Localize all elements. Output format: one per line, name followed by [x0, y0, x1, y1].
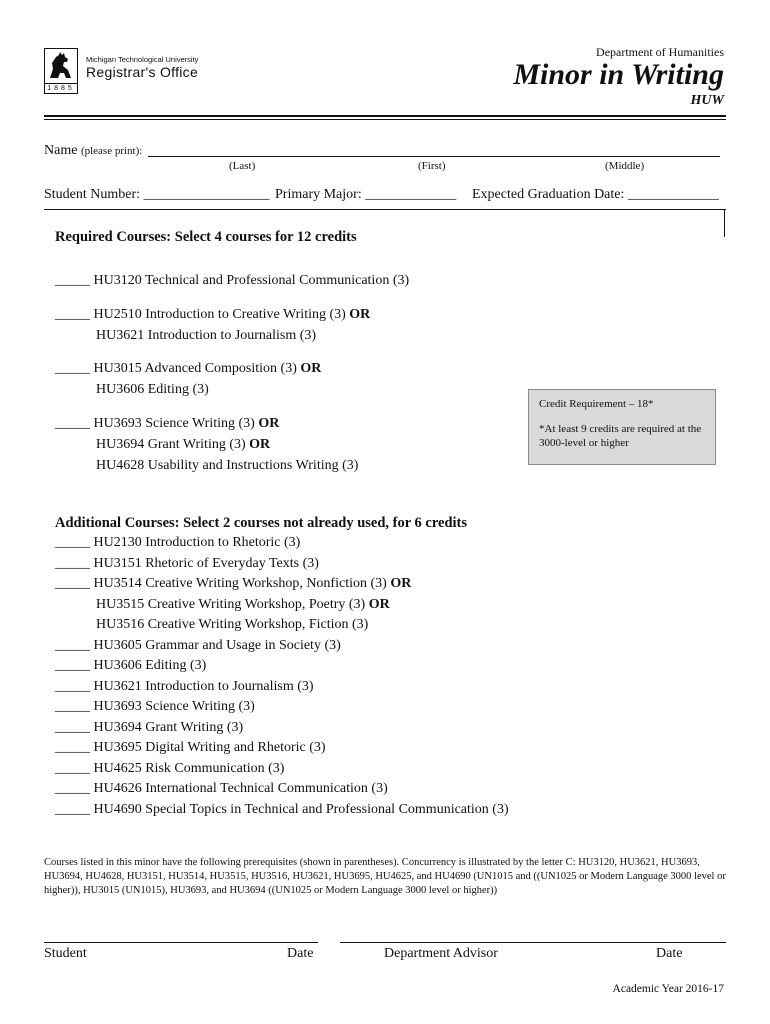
additional-course-row[interactable]	[55, 576, 411, 592]
additional-courses-title: Additional Courses: Select 2 courses not already used, for 6 credits	[55, 515, 468, 531]
name-label: Name	[44, 143, 78, 158]
course-name: HU4628 Usability and Instructions Writing (3)	[96, 458, 359, 473]
office-name: Registrar's Office	[86, 64, 199, 80]
additional-course-row[interactable]	[55, 556, 319, 572]
university-name: Michigan Technological University	[86, 55, 199, 64]
header-divider	[44, 115, 726, 117]
logo-year: 1885	[45, 83, 77, 92]
checkbox-blank[interactable]: _____	[55, 679, 90, 694]
checkbox-blank[interactable]: _____	[55, 307, 90, 322]
additional-course-row[interactable]	[55, 761, 284, 777]
required-course-row[interactable]	[55, 361, 321, 377]
name-field-label	[44, 143, 142, 159]
checkbox-blank[interactable]: _____	[55, 535, 90, 550]
advisor-signature-label: Department Advisor	[384, 946, 498, 961]
last-name-label: (Last)	[229, 160, 256, 172]
student-signature-line[interactable]	[44, 942, 318, 943]
checkbox-blank[interactable]: _____	[55, 273, 90, 288]
course-name: HU3151 Rhetoric of Everyday Texts (3)	[93, 556, 319, 571]
additional-course-row[interactable]	[55, 638, 341, 654]
graduation-date-field[interactable]: Expected Graduation Date: _____________	[472, 187, 719, 202]
prerequisites-note: Courses listed in this minor have the following prerequisites (shown in parentheses). Concurrency is illustrated by the letter C: HU3120, HU3621, HU3693, HU3694, HU4628, HU3151, HU3514, HU3515, HU3516, HU3621, HU3695, HU4625, and HU4690 (UN1015 and ((UN1025 or Modern Language 3000 level or higher)), HU3015 (UN1015), HU3693, and HU3694 ((UN1025 or Modern Language 3000 level or higher))	[44, 857, 726, 896]
checkbox-blank[interactable]: _____	[55, 416, 90, 431]
advisor-signature-line[interactable]	[340, 942, 726, 943]
course-option	[96, 437, 270, 453]
course-name: HU3693 Science Writing (3)	[93, 416, 255, 431]
student-number-field[interactable]: Student Number: __________________	[44, 187, 270, 202]
checkbox-blank[interactable]: _____	[55, 576, 90, 591]
course-name: HU2510 Introduction to Creative Writing (3)	[93, 307, 346, 322]
name-input-line[interactable]	[148, 156, 720, 157]
middle-name-label: (Middle)	[605, 160, 645, 172]
course-name: HU3694 Grant Writing (3)	[93, 720, 244, 735]
credit-requirement: Credit Requirement – 18*	[539, 398, 654, 410]
or-label: OR	[368, 597, 390, 612]
section-divider-edge	[724, 209, 725, 237]
header-divider-thin	[44, 119, 726, 120]
course-name: HU3516 Creative Writing Workshop, Fiction (3)	[96, 617, 369, 632]
additional-course-row[interactable]	[55, 535, 300, 551]
or-label: OR	[390, 576, 412, 591]
required-courses-title: Required Courses: Select 4 courses for 12 credits	[55, 229, 357, 245]
additional-course-row[interactable]	[55, 679, 314, 695]
course-name: HU3695 Digital Writing and Rhetoric (3)	[93, 740, 326, 755]
required-course-row[interactable]	[55, 273, 409, 289]
department-name: Department of Humanities	[596, 45, 724, 59]
course-option	[96, 597, 390, 613]
first-name-label: (First)	[418, 160, 446, 172]
course-name: HU3515 Creative Writing Workshop, Poetry (3)	[96, 597, 366, 612]
student-date-label: Date	[287, 946, 314, 961]
advisor-date-label: Date	[656, 946, 683, 961]
section-divider	[44, 209, 726, 210]
course-name: HU3605 Grammar and Usage in Society (3)	[93, 638, 341, 653]
checkbox-blank[interactable]: _____	[55, 699, 90, 714]
credit-note: *At least 9 credits are required at the 3000-level or higher	[539, 423, 702, 449]
course-name: HU4690 Special Topics in Technical and Professional Communication (3)	[93, 802, 509, 817]
course-name: HU3606 Editing (3)	[93, 658, 207, 673]
or-label: OR	[300, 361, 322, 376]
or-label: OR	[249, 437, 271, 452]
additional-course-row[interactable]	[55, 802, 509, 818]
credit-requirement-box	[528, 389, 716, 465]
course-name: HU2130 Introduction to Rhetoric (3)	[93, 535, 301, 550]
course-name: HU3120 Technical and Professional Communication (3)	[93, 273, 410, 288]
husky-icon	[47, 51, 75, 81]
course-name: HU3015 Advanced Composition (3)	[93, 361, 297, 376]
checkbox-blank[interactable]: _____	[55, 761, 90, 776]
course-name: HU4625 Risk Communication (3)	[93, 761, 285, 776]
or-label: OR	[349, 307, 371, 322]
additional-course-row[interactable]	[55, 720, 243, 736]
course-name: HU3694 Grant Writing (3)	[96, 437, 246, 452]
checkbox-blank[interactable]: _____	[55, 658, 90, 673]
course-name: HU3606 Editing (3)	[96, 382, 209, 397]
minor-code: HUW	[690, 93, 724, 108]
course-name: HU3621 Introduction to Journalism (3)	[93, 679, 314, 694]
course-name: HU4626 International Technical Communication (3)	[93, 781, 388, 796]
checkbox-blank[interactable]: _____	[55, 740, 90, 755]
additional-course-row[interactable]	[55, 781, 388, 797]
checkbox-blank[interactable]: _____	[55, 638, 90, 653]
primary-major-field[interactable]: Primary Major: _____________	[275, 187, 457, 202]
university-logo	[44, 48, 78, 94]
checkbox-blank[interactable]: _____	[55, 361, 90, 376]
name-hint: (please print):	[80, 145, 143, 157]
or-label: OR	[258, 416, 280, 431]
course-name: HU3514 Creative Writing Workshop, Nonfiction (3)	[93, 576, 387, 591]
checkbox-blank[interactable]: _____	[55, 802, 90, 817]
course-name: HU3621 Introduction to Journalism (3)	[96, 328, 317, 343]
page-title: Minor in Writing	[513, 58, 724, 91]
course-name: HU3693 Science Writing (3)	[93, 699, 255, 714]
checkbox-blank[interactable]: _____	[55, 720, 90, 735]
required-course-row[interactable]	[55, 307, 370, 323]
academic-year: Academic Year 2016-17	[612, 983, 724, 995]
checkbox-blank[interactable]: _____	[55, 556, 90, 571]
additional-course-row[interactable]	[55, 699, 255, 715]
additional-course-row[interactable]	[55, 740, 326, 756]
additional-course-row[interactable]	[55, 658, 206, 674]
student-signature-label: Student	[44, 946, 87, 961]
required-course-row[interactable]	[55, 416, 279, 432]
checkbox-blank[interactable]: _____	[55, 781, 90, 796]
